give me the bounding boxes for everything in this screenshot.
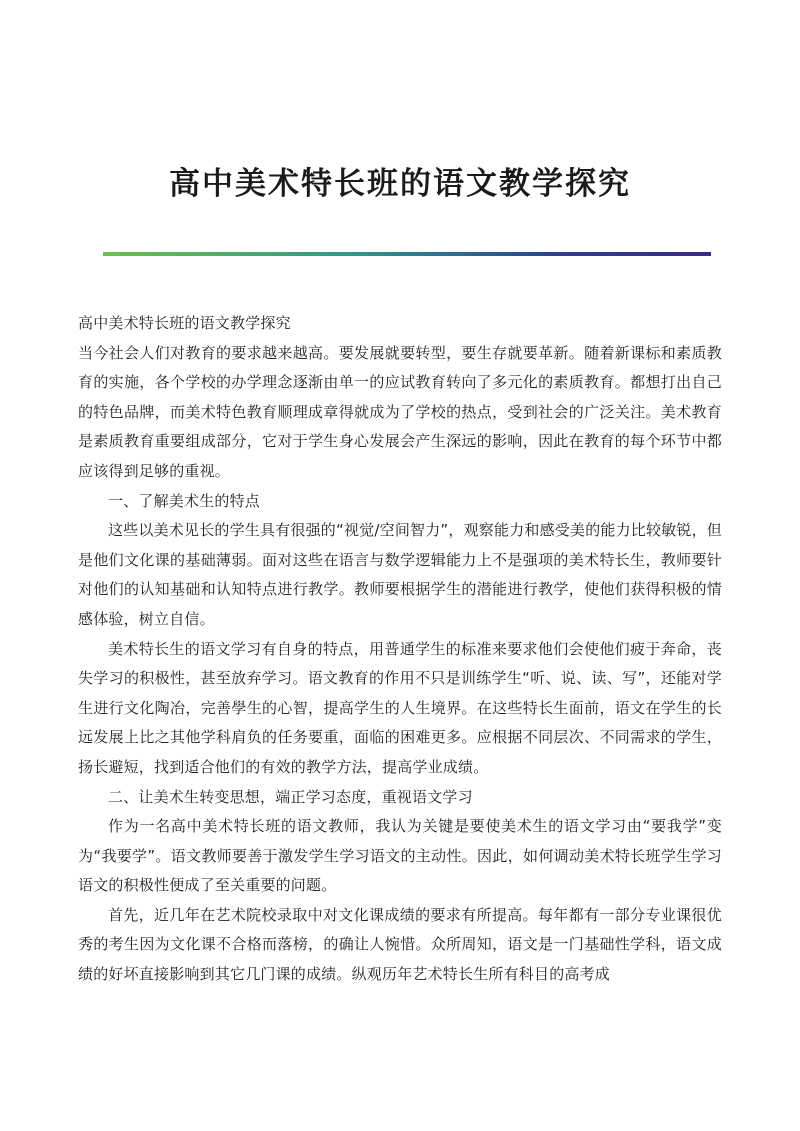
- section-heading: 二、让美术生转变思想，端正学习态度，重视语文学习: [108, 787, 473, 806]
- paragraph: 当今社会人们对教育的要求越来越高。要发展就要转型，要生存就要革新。随着新课标和素质教育的实施，各个学校的办学理念逐渐由单一的应试教育转向了多元化的素质教育。都想打出自己的特色品牌，而美术特色教育顺理成章得就成为了学校的热点，受到社会的广泛关注。美术教育是素质教育重要组成部分，它对于学生身心发展会产生深远的影响，因此在教育的每个环节中都应该得到足够的重视。: [78, 343, 722, 480]
- paragraph: 这些以美术见长的学生具有很强的“视觉/空间智力”，观察能力和感受美的能力比较敏锐，但是他们文化课的基础薄弱。面对这些在语言与数学逻辑能力上不是强项的美术特长生，教师要针对他们的认知基础和认知特点进行教学。教师要根据学生的潜能进行教学，使他们获得积极的情感体验，树立自信。: [78, 521, 722, 628]
- document-subtitle: 高中美术特长班的语文教学探究: [78, 314, 291, 332]
- document-body: [78, 309, 722, 990]
- document-title: 高中美术特长班的语文教学探究: [169, 166, 631, 202]
- paragraph: 首先，近几年在艺术院校录取中对文化课成绩的要求有所提高。每年都有一部分专业课很优秀的考生因为文化课不合格而落榜，的确让人惋惜。众所周知，语文是一门基础性学科，语文成绩的好坏直接影响到其它几门课的成绩。纵观历年艺术特长生所有科目的高考成: [78, 905, 722, 984]
- section-heading: 一、了解美术生的特点: [108, 491, 261, 510]
- paragraph: 作为一名高中美术特长班的语文教师，我认为关键是要使美术生的语文学习由“要我学”变为“我要学”。语文教师要善于激发学生学习语文的主动性。因此，如何调动美术特长班学生学习语文的积极性便成了至关重要的问题。: [78, 817, 722, 895]
- paragraph: 美术特长生的语文学习有自身的特点，用普通学生的标准来要求他们会使他们疲于奔命，丧失学习的积极性，甚至放弃学习。语文教育的作用不只是训练学生“听、说、读、写”，还能对学生进行文化陶冶，完善學生的心智，提高学生的人生境界。在这些特长生面前，语文在学生的长远发展上比之其他学科肩负的任务要重，面临的困难更多。应根据不同层次、不同需求的学生，扬长避短，找到适合他们的有效的教学方法，提高学业成绩。: [78, 639, 722, 776]
- title-divider: [103, 252, 711, 256]
